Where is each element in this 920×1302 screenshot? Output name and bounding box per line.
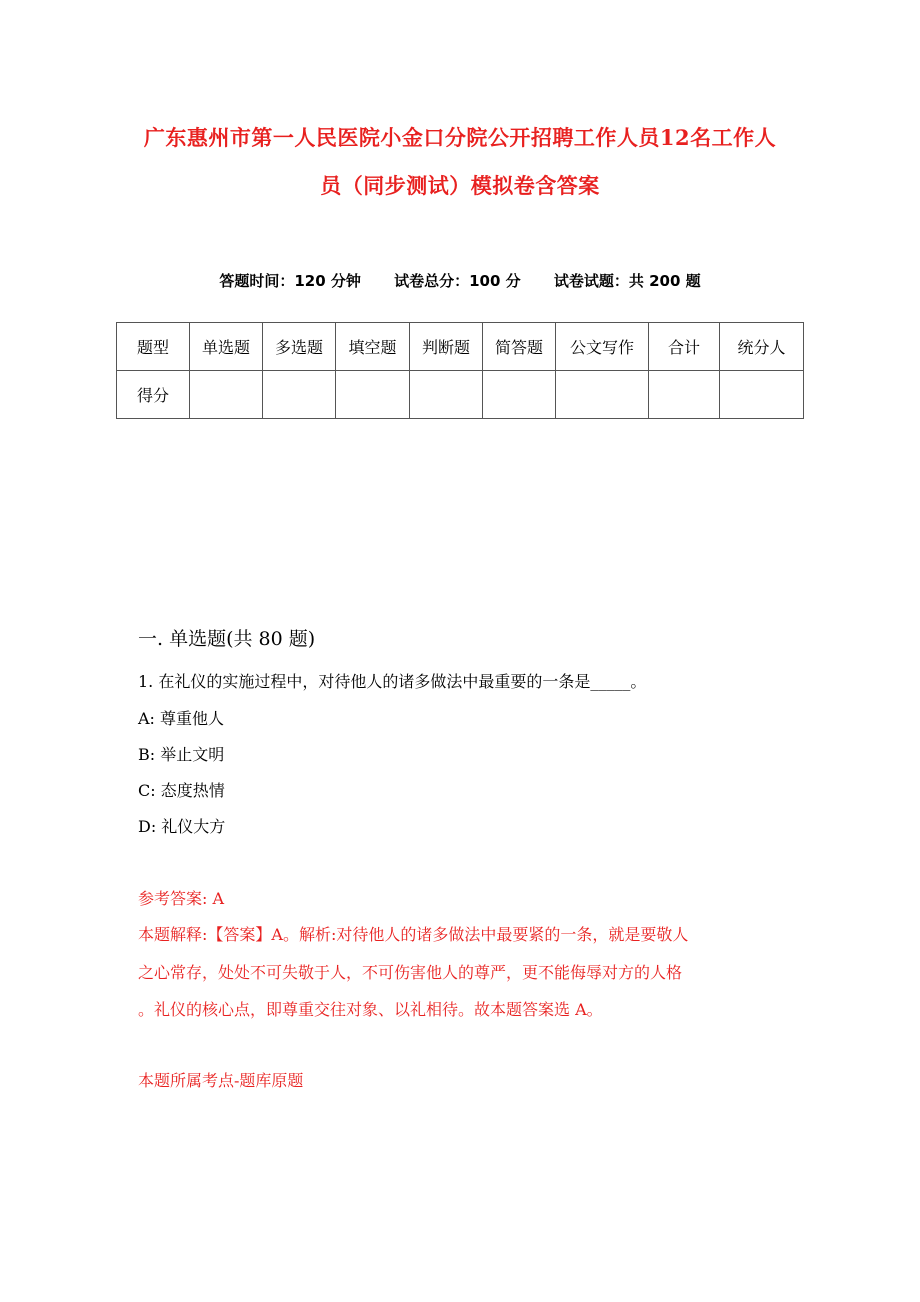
question-text: 1. 在礼仪的实施过程中，对待他人的诸多做法中最重要的一条是_____。 [138,672,647,691]
row-label-cell: 得分 [117,371,190,419]
score-cell [410,371,483,419]
header-cell: 判断题 [410,323,483,371]
exam-question-count: 试卷试题：共 200 题 [553,272,701,290]
header-cell: 题型 [117,323,190,371]
score-cell [649,371,720,419]
score-table-score-row [117,371,804,419]
score-cell [556,371,649,419]
header-cell: 统分人 [720,323,804,371]
exam-meta [0,270,920,291]
section-title: 一. 单选题(共 80 题) [138,628,316,650]
score-cell [190,371,263,419]
option-b: B: 举止文明 [138,745,225,764]
score-cell [336,371,410,419]
exam-time: 答题时间：120 分钟 [219,272,361,290]
score-table-header-row [117,323,804,371]
score-cell [483,371,556,419]
reference-answer: 参考答案: A [138,889,225,908]
header-cell: 公文写作 [556,323,649,371]
option-c: C: 态度热情 [138,781,225,800]
score-table [116,322,804,419]
exam-total-score: 试卷总分：100 分 [394,272,521,290]
document-title-line2: 员（同步测试）模拟卷含答案 [320,173,600,198]
header-cell: 简答题 [483,323,556,371]
header-cell: 合计 [649,323,720,371]
document-title-line1: 广东惠州市第一人民医院小金口分院公开招聘工作人员12名工作人 [143,125,777,150]
option-d: D: 礼仪大方 [138,817,226,836]
question-source: 本题所属考点-题库原题 [138,1071,304,1090]
header-cell: 填空题 [336,323,410,371]
score-cell [263,371,336,419]
explanation-line-1: 本题解释:【答案】A。解析:对待他人的诸多做法中最要紧的一条，就是要敬人 [138,925,689,944]
option-a: A: 尊重他人 [138,709,225,728]
explanation-line-2: 之心常存，处处不可失敬于人，不可伤害他人的尊严，更不能侮辱对方的人格 [138,963,683,982]
header-cell: 多选题 [263,323,336,371]
explanation-line-3: 。礼仪的核心点，即尊重交往对象、以礼相待。故本题答案选 A。 [138,1000,603,1019]
header-cell: 单选题 [190,323,263,371]
score-cell [720,371,804,419]
